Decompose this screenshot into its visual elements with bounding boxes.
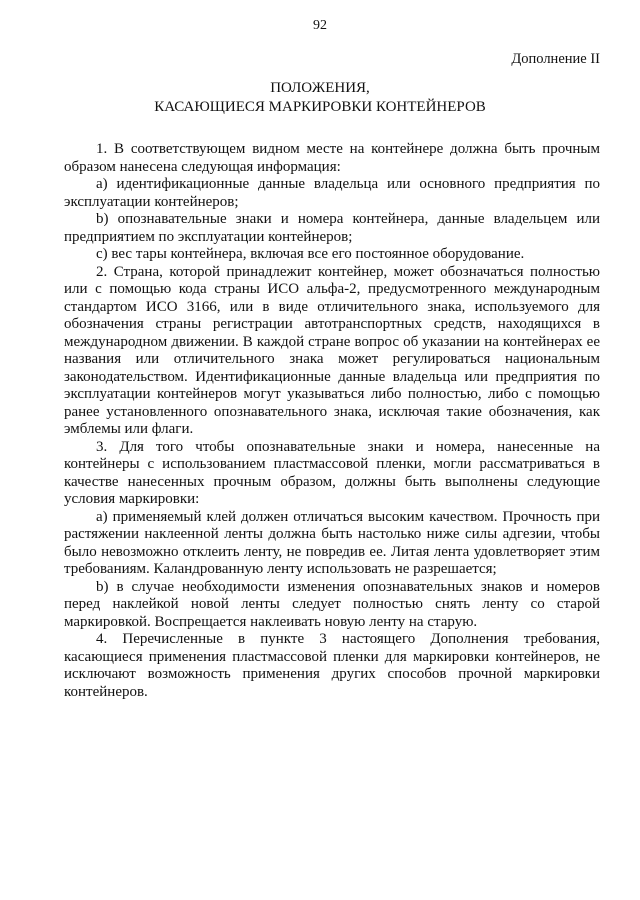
paragraph-3a: a) применяемый клей должен отличаться высоким качеством. Прочность при растяжении наклеенной ленты должна быть настолько ниже силы адгезии, чтобы было невозможно отклеить ленту, не повредив ее. Литая лента удовлетворяет этим требованиям. Каландрованную ленту использовать не разрешается; [64, 508, 600, 577]
document-body [64, 141, 600, 701]
paragraph-3: 3. Для того чтобы опознавательные знаки и номера, нанесенные на контейнеры с использованием пластмассовой пленки, могли рассматриваться в качестве нанесенных прочным образом, должны быть выполнены следующие условия маркировки: [64, 438, 600, 507]
paragraph-1a: a) идентификационные данные владельца или основного предприятия по эксплуатации контейнеров; [64, 176, 600, 210]
paragraph-1: 1. В соответствующем видном месте на контейнере должна быть прочным образом нанесена следующая информация: [64, 141, 600, 175]
page-number: 92 [313, 18, 327, 33]
title-line-2: КАСАЮЩИЕСЯ МАРКИРОВКИ КОНТЕЙНЕРОВ [154, 99, 486, 115]
paragraph-2: 2. Страна, которой принадлежит контейнер, может обозначаться полностью или с помощью кода страны ИСО альфа-2, предусмотренного международным стандартом ИСО 3166, или в виде отличительного знака, используемого для обозначения страны регистрации автотранспортных средств, находящихся в международном движении. В каждой стране вопрос об указании на контейнерах ее названия или отличительного знака может регулироваться национальным законодательством. Идентификационные данные владельца или предприятия по эксплуатации контейнеров могут указываться либо полностью, либо с помощью ранее установленного опознавательного знака, исключая такие обозначения, как эмблемы или флаги. [64, 263, 600, 437]
paragraph-3b: b) в случае необходимости изменения опознавательных знаков и номеров перед наклейкой новой ленты следует полностью снять ленту со старой маркировкой. Воспрещается наклеивать новую ленту на старую. [64, 578, 600, 630]
document-title [0, 79, 640, 117]
paragraph-1c: c) вес тары контейнера, включая все его постоянное оборудование. [96, 246, 525, 262]
appendix-label: Дополнение II [511, 51, 600, 67]
paragraph-4: 4. Перечисленные в пункте 3 настоящего Дополнения требования, касающиеся применения пластмассовой пленки для маркировки контейнеров, не исключают возможность применения других способов прочной маркировки контейнеров. [64, 631, 600, 700]
paragraph-1b: b) опознавательные знаки и номера контейнера, данные владельцем или предприятием по эксплуатации контейнеров; [64, 211, 600, 245]
title-line-1: ПОЛОЖЕНИЯ, [270, 80, 370, 96]
